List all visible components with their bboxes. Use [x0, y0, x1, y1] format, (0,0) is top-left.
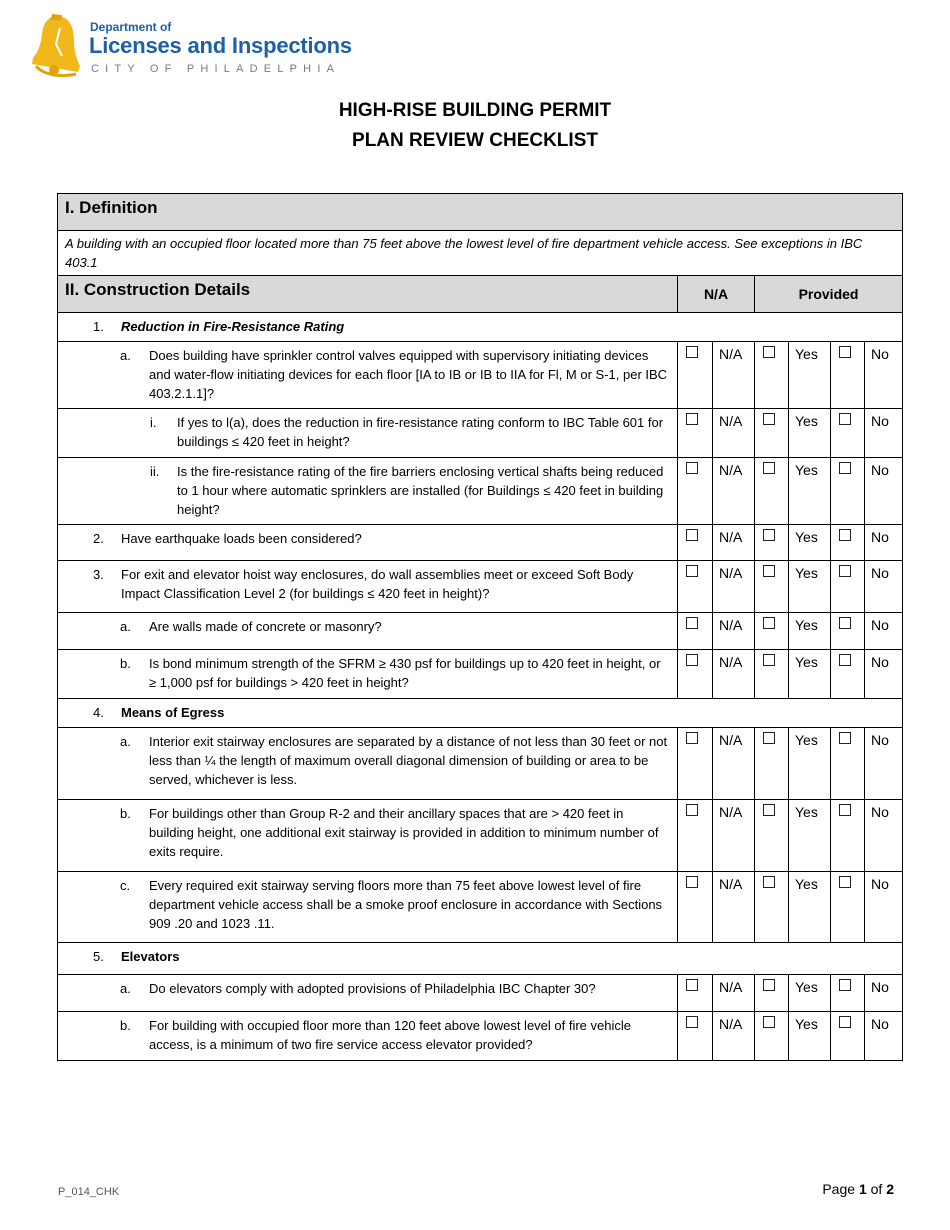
- option-label-cell-na: [713, 975, 755, 1012]
- question-row: [58, 561, 903, 613]
- checkbox-no[interactable]: [839, 346, 851, 358]
- option-label-cell-na: [713, 1012, 755, 1061]
- option-label-cell-yes: [789, 561, 831, 613]
- question-cell: [58, 699, 903, 728]
- question-number: c.: [120, 878, 131, 893]
- checkbox-cell-no: [831, 1012, 865, 1061]
- question-number: i.: [150, 415, 157, 430]
- option-label-cell-na: [713, 409, 755, 458]
- checkbox-yes[interactable]: [763, 979, 775, 991]
- page-title-line1: HIGH-RISE BUILDING PERMIT: [338, 100, 612, 121]
- column-na-header: N/A: [678, 276, 755, 313]
- option-label-na: N/A: [719, 346, 743, 362]
- option-label-yes: Yes: [795, 1016, 818, 1032]
- checkbox-cell-yes: [755, 975, 789, 1012]
- option-label-no: No: [871, 1016, 889, 1032]
- question-cell: [58, 943, 903, 975]
- checkbox-no[interactable]: [839, 979, 851, 991]
- option-label-no: No: [871, 654, 889, 670]
- option-label-cell-na: [713, 525, 755, 561]
- question-text: For exit and elevator hoist way enclosures, do wall assemblies meet or exceed Soft Body Impact Classification Level 2 (for buildings ≤ 420 feet in height)?: [121, 567, 634, 601]
- question-number: b.: [120, 1018, 131, 1033]
- option-label-no: No: [871, 732, 889, 748]
- option-label-na: N/A: [719, 654, 743, 670]
- option-label-yes: Yes: [795, 876, 818, 892]
- checkbox-no[interactable]: [839, 654, 851, 666]
- checkbox-yes[interactable]: [763, 617, 775, 629]
- checkbox-yes[interactable]: [763, 1016, 775, 1028]
- question-row: [58, 409, 903, 458]
- question-row: [58, 975, 903, 1012]
- option-label-na: N/A: [719, 732, 743, 748]
- checkbox-na[interactable]: [686, 565, 698, 577]
- option-label-na: N/A: [719, 565, 743, 581]
- option-label-no: No: [871, 413, 889, 429]
- question-number: a.: [120, 348, 131, 363]
- checkbox-cell-no: [831, 728, 865, 800]
- checkbox-cell-yes: [755, 342, 789, 409]
- option-label-no: No: [871, 979, 889, 995]
- checkbox-na[interactable]: [686, 413, 698, 425]
- logo-city-text: CITY OF PHILADELPHIA: [91, 63, 341, 75]
- question-cell: [58, 728, 678, 800]
- option-label-cell-no: [865, 872, 903, 943]
- checkbox-cell-yes: [755, 1012, 789, 1061]
- option-label-cell-yes: [789, 613, 831, 650]
- question-row: [58, 728, 903, 800]
- option-label-cell-na: [713, 650, 755, 699]
- option-label-cell-yes: [789, 872, 831, 943]
- checkbox-na[interactable]: [686, 804, 698, 816]
- option-label-yes: Yes: [795, 413, 818, 429]
- checkbox-na[interactable]: [686, 654, 698, 666]
- option-label-cell-no: [865, 650, 903, 699]
- question-number: 5.: [93, 949, 104, 964]
- option-label-cell-no: [865, 975, 903, 1012]
- liberty-bell-icon: [30, 12, 88, 80]
- question-number: a.: [120, 619, 131, 634]
- checkbox-yes[interactable]: [763, 529, 775, 541]
- option-label-cell-na: [713, 872, 755, 943]
- question-text: Do elevators comply with adopted provisions of Philadelphia IBC Chapter 30?: [149, 981, 596, 996]
- question-text: Does building have sprinkler control valves equipped with supervisory initiating devices and water-flow initiating devices for each floor [IA to IB or IB to IIA for Fl, M or S-1, per IBC 403.2.1.1]?: [149, 348, 668, 401]
- checkbox-cell-na: [678, 800, 713, 872]
- question-row: [58, 525, 903, 561]
- option-label-cell-yes: [789, 728, 831, 800]
- checkbox-cell-no: [831, 342, 865, 409]
- option-label-na: N/A: [719, 617, 743, 633]
- option-label-cell-no: [865, 409, 903, 458]
- page-title-line2: PLAN REVIEW CHECKLIST: [352, 130, 598, 151]
- question-cell: [58, 975, 678, 1012]
- option-label-no: No: [871, 529, 889, 545]
- question-cell: [58, 800, 678, 872]
- checkbox-na[interactable]: [686, 1016, 698, 1028]
- checkbox-cell-yes: [755, 409, 789, 458]
- checkbox-no[interactable]: [839, 413, 851, 425]
- checkbox-cell-na: [678, 872, 713, 943]
- checkbox-no[interactable]: [839, 1016, 851, 1028]
- question-text: Every required exit stairway serving floors more than 75 feet above lowest level of fire department vehicle access shall be a smoke proof enclosure in accordance with Sections 909 .20 and 1023 .11.: [149, 878, 663, 931]
- option-label-cell-yes: [789, 975, 831, 1012]
- page-total: 2: [886, 1181, 894, 1197]
- checkbox-cell-yes: [755, 800, 789, 872]
- question-number: ii.: [150, 464, 160, 479]
- checkbox-cell-na: [678, 1012, 713, 1061]
- checkbox-yes[interactable]: [763, 876, 775, 888]
- checkbox-cell-yes: [755, 561, 789, 613]
- checkbox-cell-na: [678, 728, 713, 800]
- checkbox-no[interactable]: [839, 529, 851, 541]
- option-label-na: N/A: [719, 876, 743, 892]
- option-label-cell-no: [865, 800, 903, 872]
- checkbox-cell-no: [831, 975, 865, 1012]
- checkbox-na[interactable]: [686, 732, 698, 744]
- option-label-no: No: [871, 804, 889, 820]
- question-text: Have earthquake loads been considered?: [121, 531, 362, 546]
- checkbox-cell-yes: [755, 613, 789, 650]
- option-label-no: No: [871, 565, 889, 581]
- question-text: Is bond minimum strength of the SFRM ≥ 430 psf for buildings up to 420 feet in height, or ≥ 1,000 psf for buildings > 420 feet in height?: [149, 656, 661, 690]
- option-label-na: N/A: [719, 462, 743, 478]
- option-label-yes: Yes: [795, 979, 818, 995]
- checkbox-cell-na: [678, 525, 713, 561]
- subsection-header-row: [58, 313, 903, 342]
- checkbox-cell-na: [678, 458, 713, 525]
- checkbox-no[interactable]: [839, 732, 851, 744]
- option-label-yes: Yes: [795, 346, 818, 362]
- option-label-na: N/A: [719, 1016, 743, 1032]
- checkbox-na[interactable]: [686, 876, 698, 888]
- question-row: [58, 458, 903, 525]
- question-row: [58, 342, 903, 409]
- checkbox-cell-na: [678, 561, 713, 613]
- option-label-cell-no: [865, 342, 903, 409]
- checkbox-cell-na: [678, 975, 713, 1012]
- option-label-cell-yes: [789, 800, 831, 872]
- definition-text: A building with an occupied floor located more than 75 feet above the lowest level of fire department vehicle access. See exceptions in IBC 403.1: [58, 231, 903, 276]
- question-cell: [58, 458, 678, 525]
- checkbox-no[interactable]: [839, 876, 851, 888]
- page-word: Page: [822, 1181, 856, 1197]
- subsection-header-row: [58, 699, 903, 728]
- option-label-cell-na: [713, 613, 755, 650]
- checkbox-yes[interactable]: [763, 413, 775, 425]
- subsection-title: Means of Egress: [121, 705, 225, 720]
- checkbox-no[interactable]: [839, 617, 851, 629]
- question-number: 4.: [93, 705, 104, 720]
- option-label-cell-na: [713, 728, 755, 800]
- option-label-no: No: [871, 462, 889, 478]
- checkbox-cell-na: [678, 409, 713, 458]
- column-provided-header: Provided: [755, 276, 903, 313]
- question-text: If yes to l(a), does the reduction in fire-resistance rating conform to IBC Table 601 for buildings ≤ 420 feet in height?: [177, 415, 664, 449]
- question-text: For buildings other than Group R-2 and their ancillary spaces that are > 420 feet in building height, one additional exit stairway is provided in addition to minimum number of exits require.: [149, 806, 659, 859]
- option-label-cell-no: [865, 613, 903, 650]
- option-label-yes: Yes: [795, 804, 818, 820]
- question-row: [58, 872, 903, 943]
- page-number: [822, 1181, 894, 1197]
- checkbox-no[interactable]: [839, 804, 851, 816]
- department-logo: [30, 12, 370, 80]
- question-number: 3.: [93, 567, 104, 582]
- option-label-cell-na: [713, 342, 755, 409]
- question-number: a.: [120, 734, 131, 749]
- question-row: [58, 613, 903, 650]
- logo-agency-name: Licenses and Inspections: [89, 33, 352, 58]
- option-label-cell-yes: [789, 458, 831, 525]
- option-label-na: N/A: [719, 529, 743, 545]
- checkbox-cell-yes: [755, 458, 789, 525]
- question-cell: [58, 613, 678, 650]
- form-code: P_014_CHK: [58, 1186, 120, 1198]
- question-number: 2.: [93, 531, 104, 546]
- option-label-cell-no: [865, 561, 903, 613]
- question-row: [58, 800, 903, 872]
- option-label-cell-no: [865, 728, 903, 800]
- checkbox-cell-yes: [755, 872, 789, 943]
- option-label-cell-yes: [789, 1012, 831, 1061]
- question-text: For building with occupied floor more than 120 feet above lowest level of fire vehicle access, is a minimum of two fire service access elevator provided?: [149, 1018, 631, 1052]
- section-construction-header: [58, 276, 903, 313]
- checkbox-cell-no: [831, 458, 865, 525]
- option-label-cell-yes: [789, 409, 831, 458]
- checkbox-cell-yes: [755, 728, 789, 800]
- checkbox-yes[interactable]: [763, 804, 775, 816]
- checkbox-cell-yes: [755, 650, 789, 699]
- checkbox-yes[interactable]: [763, 462, 775, 474]
- question-cell: [58, 872, 678, 943]
- checkbox-na[interactable]: [686, 462, 698, 474]
- option-label-na: N/A: [719, 413, 743, 429]
- checkbox-yes[interactable]: [763, 732, 775, 744]
- checkbox-yes[interactable]: [763, 565, 775, 577]
- checkbox-na[interactable]: [686, 346, 698, 358]
- option-label-cell-no: [865, 525, 903, 561]
- subsection-title: Elevators: [121, 949, 180, 964]
- option-label-cell-na: [713, 800, 755, 872]
- option-label-yes: Yes: [795, 732, 818, 748]
- subsection-header-row: [58, 943, 903, 975]
- checkbox-no[interactable]: [839, 462, 851, 474]
- question-cell: [58, 342, 678, 409]
- checkbox-na[interactable]: [686, 617, 698, 629]
- option-label-no: No: [871, 346, 889, 362]
- question-row: [58, 650, 903, 699]
- section-definition-title: I. Definition: [58, 194, 903, 231]
- page-current: 1: [858, 1181, 867, 1197]
- option-label-cell-na: [713, 458, 755, 525]
- checkbox-na[interactable]: [686, 529, 698, 541]
- question-text: Interior exit stairway enclosures are separated by a distance of not less than 30 feet or not less than ¼ the length of maximum overall diagonal dimension of building or area to be served, whichever is less.: [149, 734, 668, 787]
- option-label-cell-na: [713, 561, 755, 613]
- checkbox-cell-na: [678, 342, 713, 409]
- checkbox-cell-no: [831, 872, 865, 943]
- question-number: b.: [120, 806, 131, 821]
- option-label-cell-no: [865, 1012, 903, 1061]
- option-label-yes: Yes: [795, 462, 818, 478]
- checkbox-cell-no: [831, 800, 865, 872]
- question-cell: [58, 313, 903, 342]
- question-number: a.: [120, 981, 131, 996]
- section-construction-title: II. Construction Details: [58, 276, 678, 313]
- checkbox-cell-no: [831, 561, 865, 613]
- checkbox-na[interactable]: [686, 979, 698, 991]
- checkbox-cell-na: [678, 613, 713, 650]
- checklist-table: [57, 193, 903, 1061]
- checkbox-cell-no: [831, 650, 865, 699]
- checkbox-cell-no: [831, 613, 865, 650]
- section-definition-header: [58, 194, 903, 231]
- option-label-no: No: [871, 876, 889, 892]
- definition-row: [58, 231, 903, 276]
- question-row: [58, 1012, 903, 1061]
- checkbox-no[interactable]: [839, 565, 851, 577]
- checkbox-cell-yes: [755, 525, 789, 561]
- question-cell: [58, 1012, 678, 1061]
- option-label-yes: Yes: [795, 654, 818, 670]
- option-label-na: N/A: [719, 979, 743, 995]
- option-label-yes: Yes: [795, 617, 818, 633]
- question-text: Are walls made of concrete or masonry?: [149, 619, 382, 634]
- checkbox-cell-no: [831, 525, 865, 561]
- option-label-yes: Yes: [795, 565, 818, 581]
- question-cell: [58, 650, 678, 699]
- option-label-no: No: [871, 617, 889, 633]
- question-cell: [58, 525, 678, 561]
- option-label-cell-yes: [789, 525, 831, 561]
- question-number: 1.: [93, 319, 104, 334]
- checkbox-cell-no: [831, 409, 865, 458]
- logo-department-text: Department of: [90, 20, 172, 34]
- subsection-title: Reduction in Fire-Resistance Rating: [121, 319, 345, 334]
- option-label-na: N/A: [719, 804, 743, 820]
- option-label-cell-yes: [789, 650, 831, 699]
- question-text: Is the fire-resistance rating of the fire barriers enclosing vertical shafts being reduced to 1 hour where automatic sprinklers are installed (for Buildings ≤ 420 feet in building height?: [177, 464, 664, 517]
- checkbox-yes[interactable]: [763, 346, 775, 358]
- option-label-cell-yes: [789, 342, 831, 409]
- checkbox-cell-na: [678, 650, 713, 699]
- option-label-cell-no: [865, 458, 903, 525]
- page-of: of: [870, 1181, 883, 1197]
- question-cell: [58, 561, 678, 613]
- checkbox-yes[interactable]: [763, 654, 775, 666]
- question-number: b.: [120, 656, 131, 671]
- option-label-yes: Yes: [795, 529, 818, 545]
- question-cell: [58, 409, 678, 458]
